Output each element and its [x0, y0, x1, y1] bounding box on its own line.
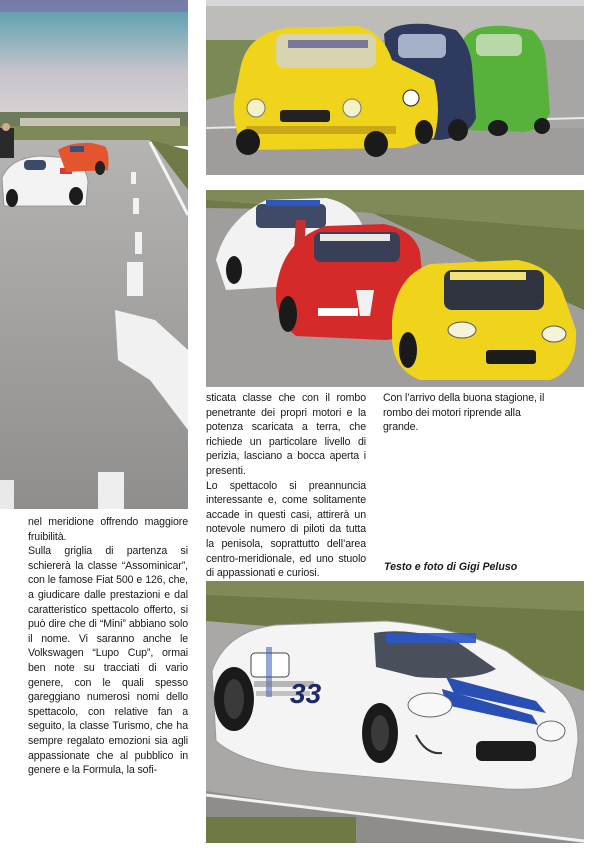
- article-column-2: [206, 391, 366, 581]
- paragraph: Lo spettacolo si preannuncia interessante e, come solitamente accade in questi casi, attirerà un notevole numero di piloti da tutta la penisola, soprattutto dell’area centro-meridionale, ed uno stuolo di appassionati e curiosi.: [206, 479, 366, 580]
- photo-credit: Testo e foto di Gigi Peluso: [384, 561, 518, 573]
- photo-touring-cars: [206, 190, 584, 387]
- photo-ferrari-33: [206, 581, 584, 843]
- car-number: 33: [290, 678, 322, 709]
- paragraph: Sulla griglia di partenza si schiererà la classe “Assominicar”, con le famose Fiat 500 e 126, che, a giudicare dalle prestazioni e dal caratteristico spettacolo offerto, si può dire che di “Mini” abbiano solo il nome. Vi saranno anche le Volkswagen “Lupo Cup”, ormai ben note su tracciati di vario genere, con le quali spesso gareggiano numerosi nomi dello spettacolo, con relative fan a seguito, la classe Turismo, che ha sempre regalato emozioni sia agli appassionate che al pubblico in genere e la Formula, la sofi-: [28, 545, 188, 777]
- article-column-1: [28, 515, 188, 778]
- paragraph: Con l’arrivo della buona stagione, il rombo dei motori riprende alla grande.: [383, 392, 545, 434]
- paragraph: sticata classe che con il rombo penetrante dei propri motori e la potenza scaricata a terra, che richiede un particolare livello di perizia, lasciano a bocca aperta i presenti.: [206, 392, 366, 477]
- photo-track-prototypes: [0, 0, 188, 509]
- photo-fiat-500-race: [206, 0, 584, 175]
- article-column-3: [383, 391, 548, 435]
- paragraph: nel meridione offrendo maggiore fruibilità.: [28, 516, 188, 543]
